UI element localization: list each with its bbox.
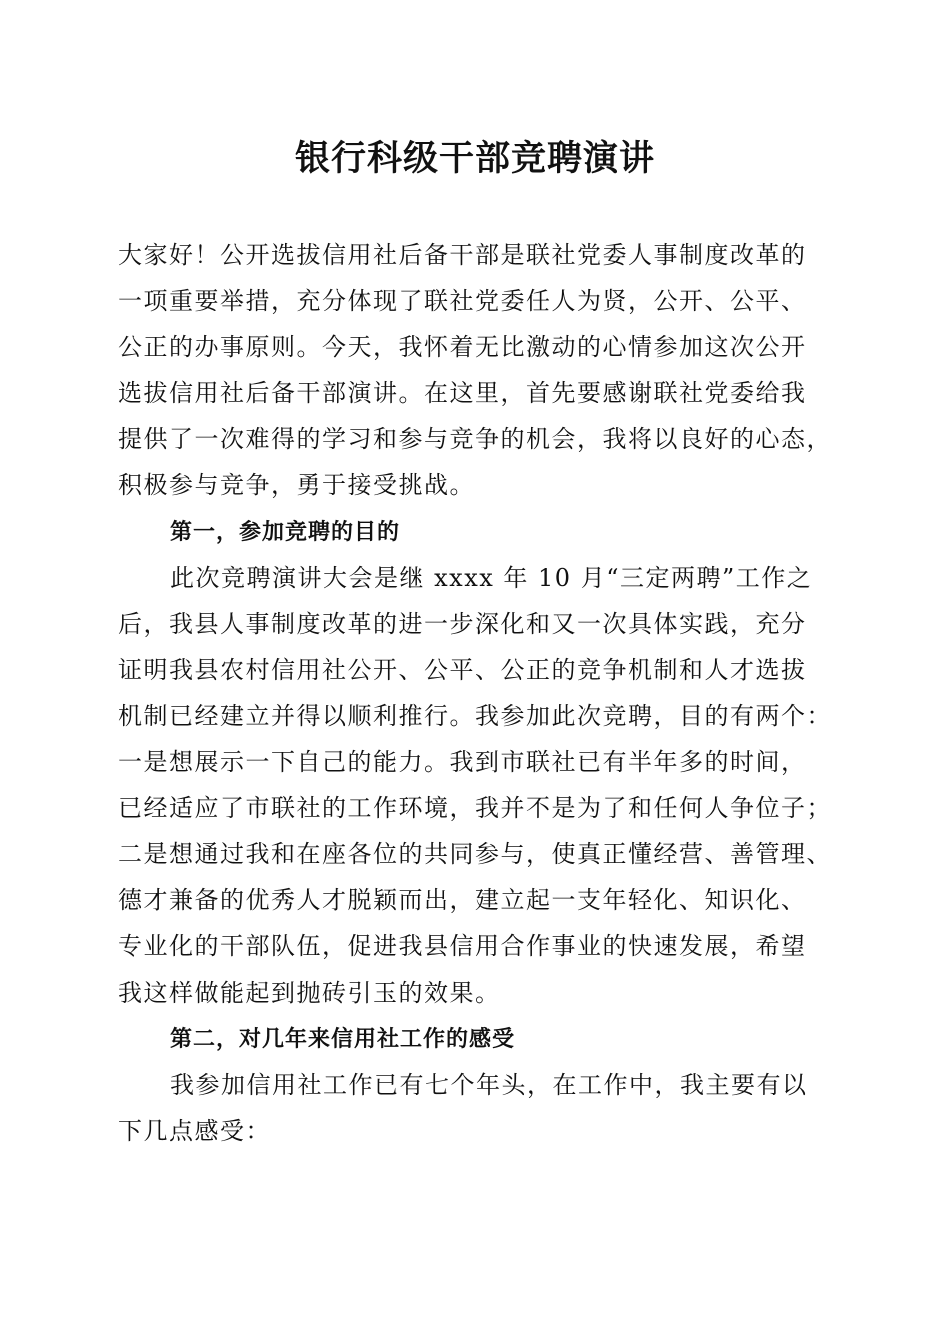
paragraph-line: 我参加信用社工作已有七个年头，在工作中，我主要有以 — [170, 1070, 808, 1099]
section-heading: 第二，对几年来信用社工作的感受 — [170, 1025, 516, 1052]
paragraph-line: 二是想通过我和在座各位的共同参与，使真正懂经营、善管理、 — [118, 840, 832, 869]
paragraph-line: 此次竞聘演讲大会是继 xxxx 年 10 月“三定两聘”工作之 — [170, 563, 813, 592]
paragraph-line: 公正的办事原则。今天，我怀着无比激动的心情参加这次公开 — [118, 333, 807, 362]
section-heading: 第一，参加竞聘的目的 — [170, 518, 401, 545]
document-body — [118, 232, 838, 1154]
document-title: 银行科级干部竞聘演讲 — [294, 138, 655, 179]
paragraph-line: 积极参与竞争，勇于接受挑战。 — [118, 471, 475, 500]
paragraph-line: 已经适应了市联社的工作环境，我并不是为了和任何人争位子； — [118, 794, 832, 823]
paragraph-line: 德才兼备的优秀人才脱颖而出，建立起一支年轻化、知识化、 — [118, 886, 807, 915]
paragraph-line: 后，我县人事制度改革的进一步深化和又一次具体实践，充分 — [118, 609, 807, 638]
paragraph-line: 证明我县农村信用社公开、公平、公正的竞争机制和人才选拔 — [118, 655, 807, 684]
paragraph-line: 下几点感受： — [118, 1116, 271, 1145]
paragraph-line: 我这样做能起到抛砖引玉的效果。 — [118, 978, 501, 1007]
paragraph-line: 机制已经建立并得以顺利推行。我参加此次竞聘，目的有两个： — [118, 701, 832, 730]
paragraph-line: 大家好！公开选拔信用社后备干部是联社党委人事制度改革的 — [118, 241, 807, 269]
paragraph-line: 选拔信用社后备干部演讲。在这里，首先要感谢联社党委给我 — [118, 379, 807, 408]
paragraph-line: 专业化的干部队伍，促进我县信用合作事业的快速发展，希望 — [118, 932, 807, 961]
paragraph-line: 一项重要举措，充分体现了联社党委任人为贤，公开、公平、 — [118, 287, 807, 316]
paragraph-line: 一是想展示一下自己的能力。我到市联社已有半年多的时间， — [118, 748, 807, 777]
paragraph-line: 提供了一次难得的学习和参与竞争的机会，我将以良好的心态， — [118, 425, 832, 454]
